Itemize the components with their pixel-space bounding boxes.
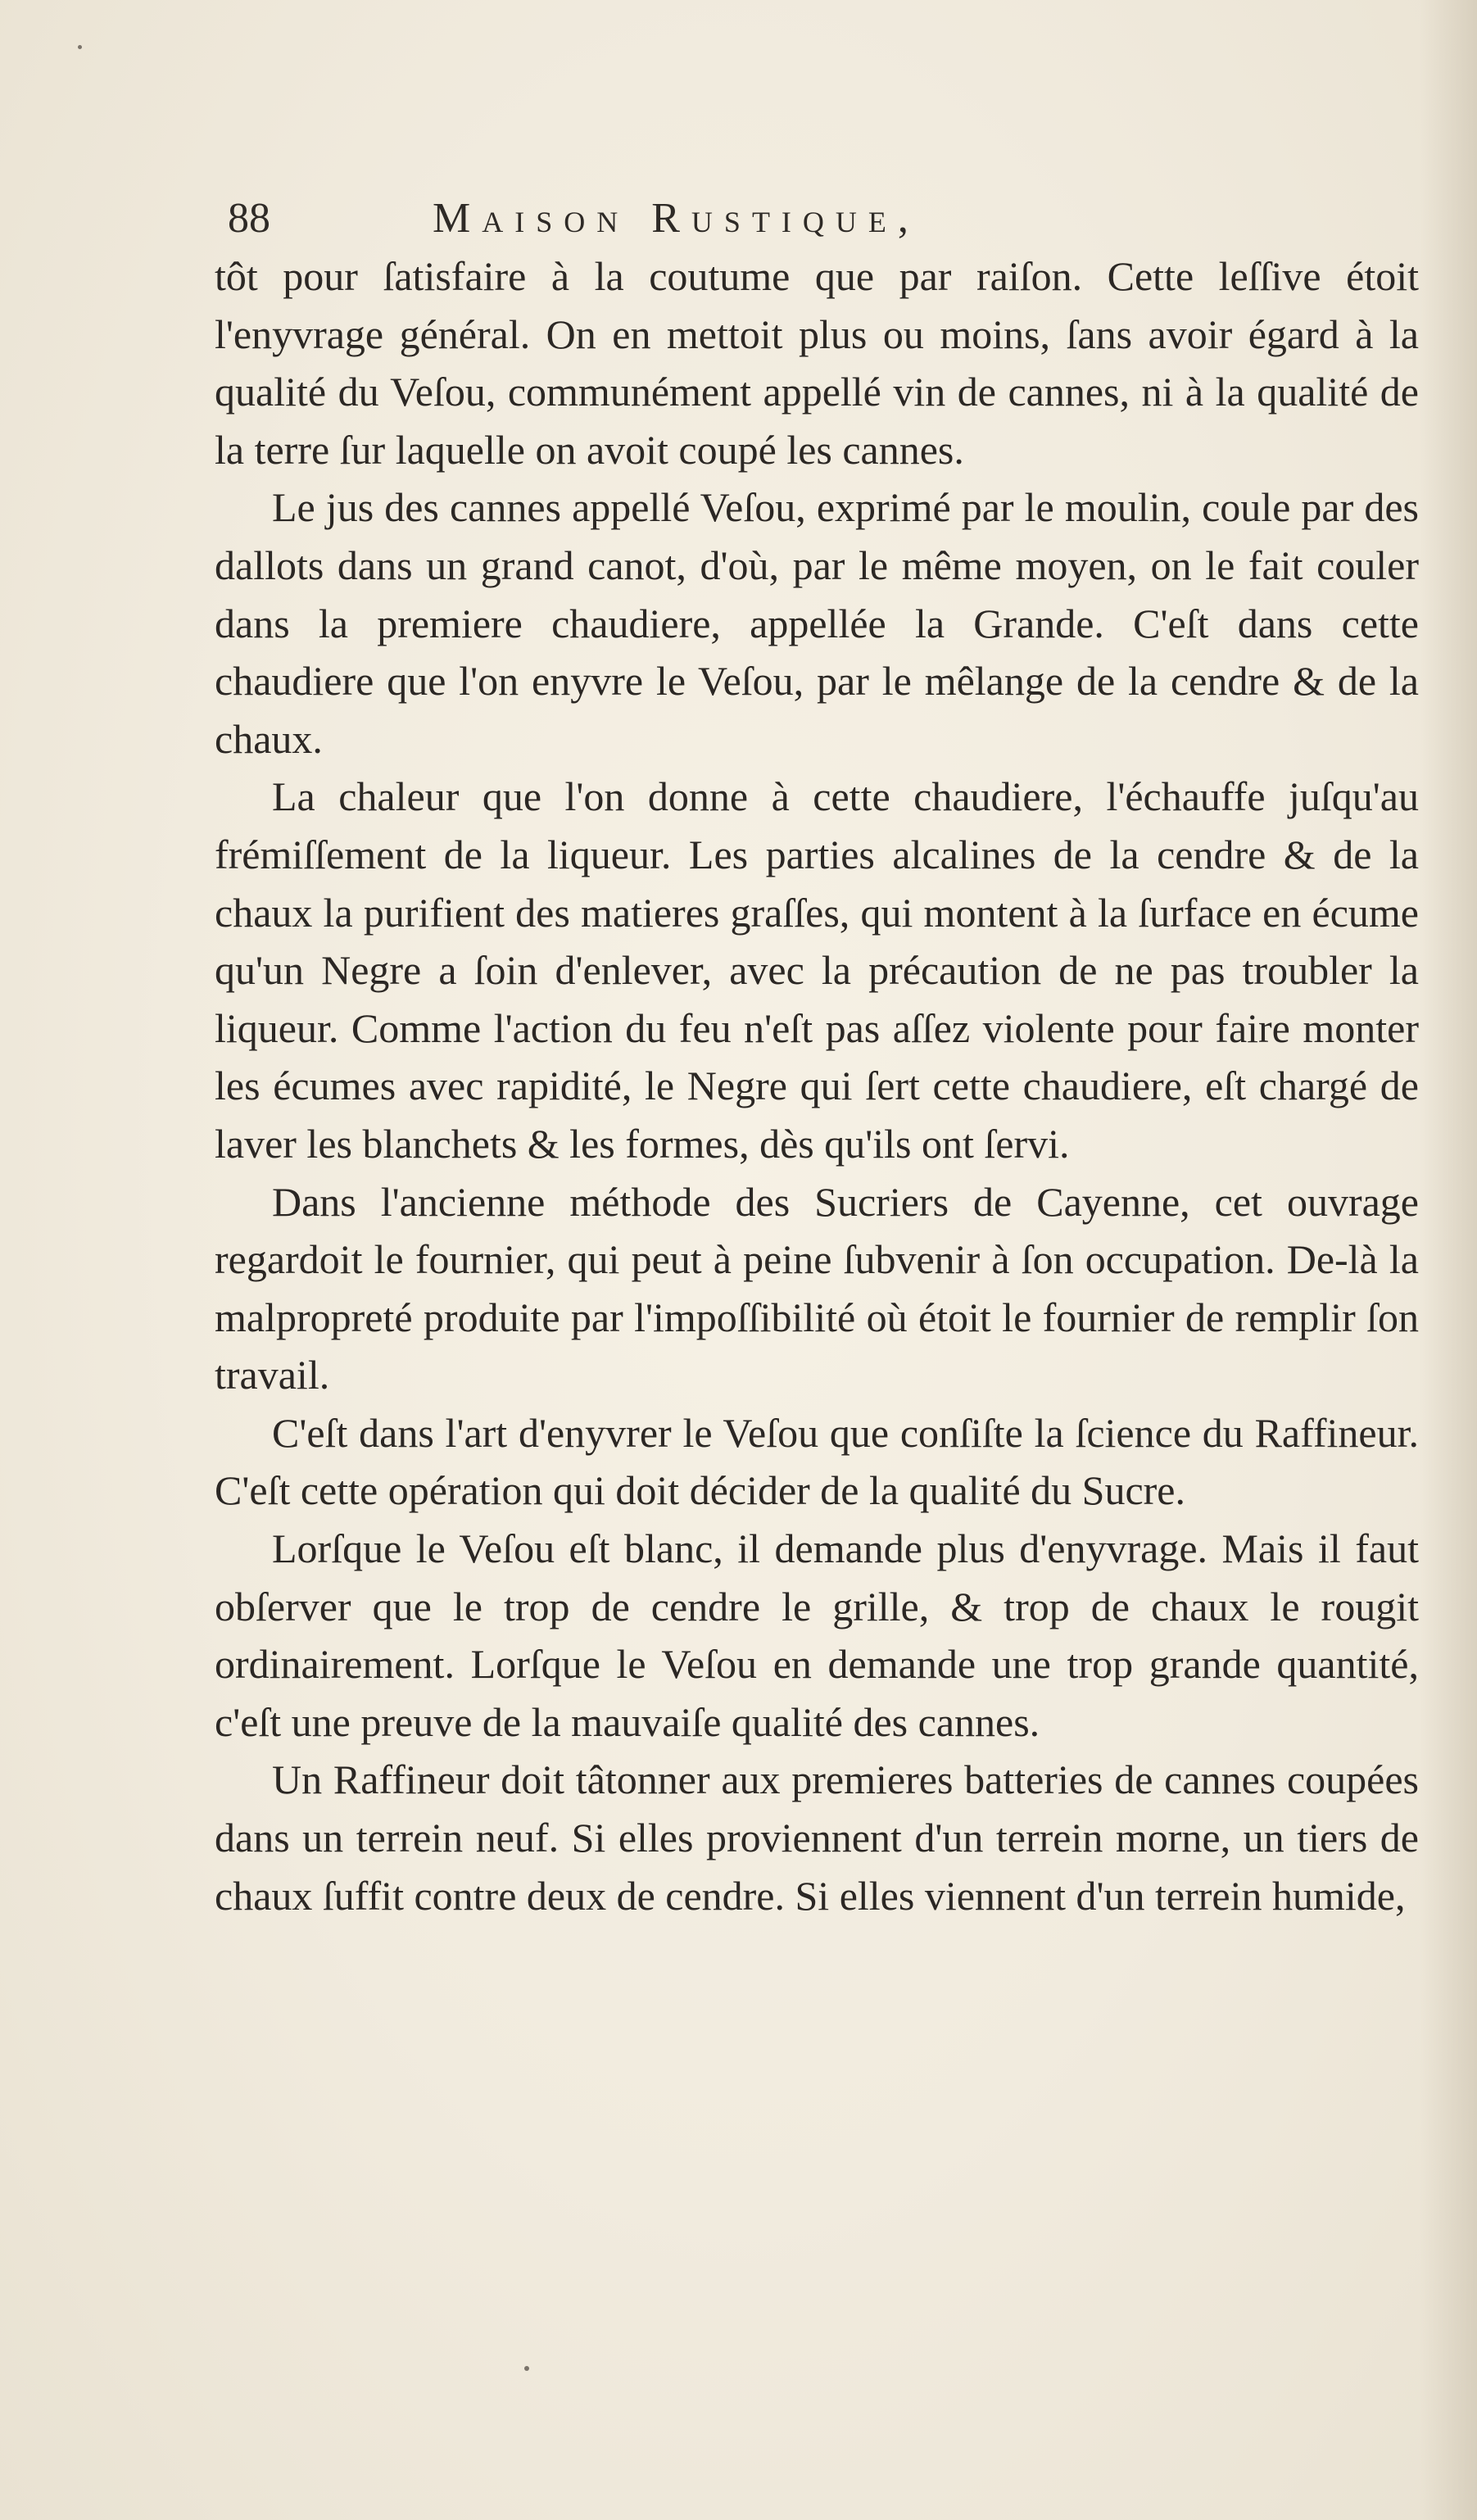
page-title: Maison Rustique, xyxy=(433,195,920,242)
paragraph: La chaleur que l'on donne à cette chaudiere, l'échauffe juſqu'au frémiſſement de la liqueur. Les parties alcalines de la cendre & de la chaux la purifient des matieres graſſes, qui montent à la ſurface en écume qu'un Negre a ſoin d'enlever, avec la précaution de ne pas troubler la liqueur. Comme l'action du feu n'eſt pas aſſez violente pour faire monter les écumes avec rapidité, le Negre qui ſert cette chaudiere, eſt chargé de laver les blanchets & les formes, dès qu'ils ont ſervi. xyxy=(215,773,1419,1167)
paragraph: Lorſque le Veſou eſt blanc, il demande plus d'enyvrage. Mais il faut obſerver que le trop de cendre le grille, & trop de chaux le rougit ordinairement. Lorſque le Veſou en demande une trop grande quantité, c'eſt une preuve de la mauvaiſe qualité des cannes. xyxy=(215,1525,1419,1745)
paragraph: Dans l'ancienne méthode des Sucriers de Cayenne, cet ouvrage regardoit le fournier, qui peut à peine ſubvenir à ſon occupation. De-là la malpropreté produite par l'impoſſibilité où étoit le fournier de remplir ſon travail. xyxy=(215,1178,1419,1398)
body-text xyxy=(215,247,1419,1924)
ink-speck xyxy=(78,45,82,49)
paragraph: C'eſt dans l'art d'enyvrer le Veſou que conſiſte la ſcience du Raffineur. C'eſt cette opération qui doit décider de la qualité du Sucre. xyxy=(215,1409,1419,1514)
page-number: 88 xyxy=(228,195,270,242)
paragraph: tôt pour ſatisfaire à la coutume que par raiſon. Cette leſſive étoit l'enyvrage général. On en mettoit plus ou moins, ſans avoir égard à la qualité du Veſou, communément appellé vin de cannes, ni à la qualité de la terre ſur laquelle on avoit coupé les cannes. xyxy=(215,253,1419,473)
ink-speck xyxy=(524,2366,529,2371)
paragraph: Le jus des cannes appellé Veſou, exprimé par le moulin, coule par des dallots dans un grand canot, d'où, par le même moyen, on le fait couler dans la premiere chaudiere, appellée la Grande. C'eſt dans cette chaudiere que l'on enyvre le Veſou, par le mêlange de la cendre & de la chaux. xyxy=(215,484,1419,762)
running-head xyxy=(228,190,1262,247)
paragraph: Un Raffineur doit tâtonner aux premieres batteries de cannes coupées dans un terrein neuf. Si elles proviennent d'un terrein morne, un tiers de chaux ſuffit contre deux de cendre. Si elles viennent d'un terrein humide, xyxy=(215,1756,1419,1919)
